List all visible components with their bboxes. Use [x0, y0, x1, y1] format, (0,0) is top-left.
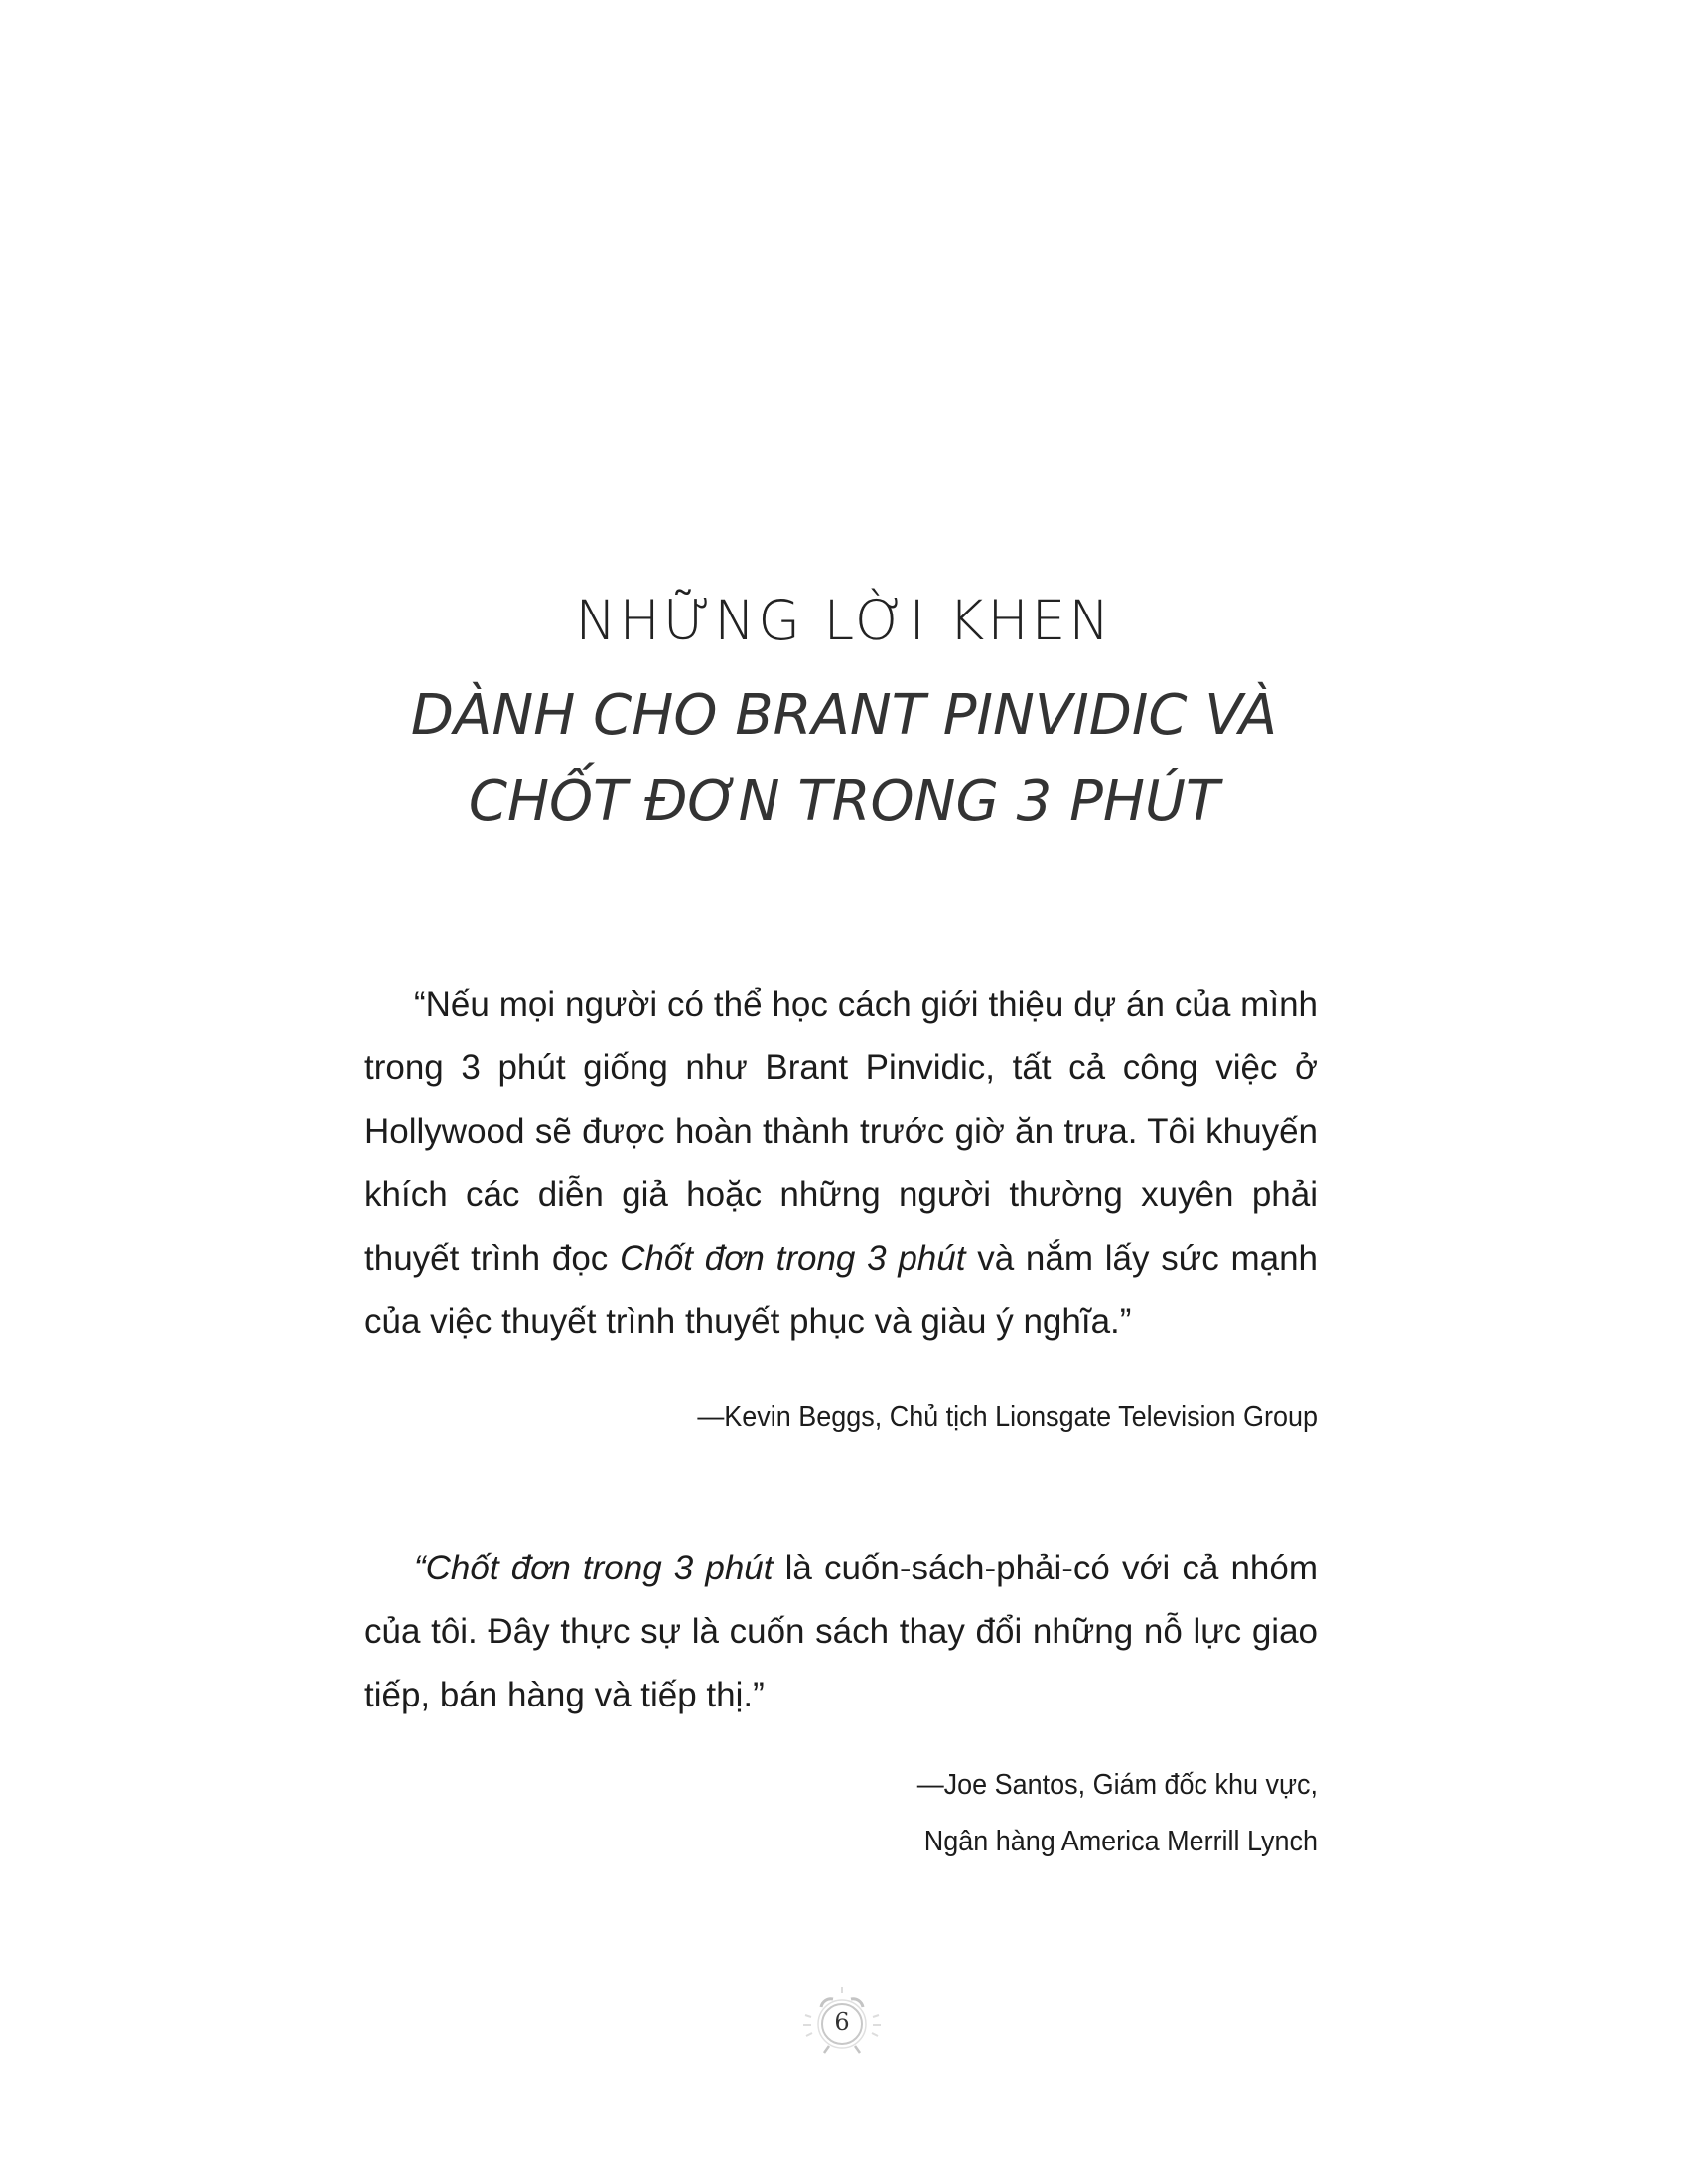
attribution-2-line-1: —Joe Santos, Giám đốc khu vực,	[916, 1769, 1318, 1801]
page-number-badge	[797, 1978, 887, 2067]
testimonial-attribution-1	[431, 1389, 1318, 1445]
attribution-2-line-2: Ngân hàng America Merrill Lynch	[923, 1826, 1318, 1857]
quote-1-book-title: Chốt đơn trong 3 phút	[620, 1239, 966, 1278]
page-subtitle	[0, 672, 1688, 845]
quote-1-text-b: và nắm lấy sức mạnh của việc thuyết trình thuyết phục và giàu ý nghĩa.”	[364, 1239, 1318, 1341]
attribution-1-line-1: —Kevin Beggs, Chủ tịch Lionsgate Television Group	[697, 1401, 1318, 1433]
quote-2-text: là cuốn-sách-phải-có với cả nhóm của tôi. Đây thực sự là cuốn sách thay đổi những nỗ lực giao tiếp, bán hàng và tiếp thị.”	[364, 1549, 1318, 1714]
quote-2-book-title: “Chốt đơn trong 3 phút	[414, 1549, 774, 1587]
testimonial-quote-1	[364, 973, 1318, 1354]
quote-1-text-a: “Nếu mọi người có thể học cách giới thiệu dự án của mình trong 3 phút giống như Brant Pinvidic, tất cả công việc ở Hollywood sẽ được hoàn thành trước giờ ăn trưa. Tôi khuyến khích các diễn giả hoặc những người thường xuyên phải thuyết trình đọc	[364, 985, 1318, 1278]
testimonial-quote-2	[364, 1537, 1318, 1727]
title-block	[0, 589, 1688, 845]
subtitle-line-1: DÀNH CHO BRANT PINVIDIC VÀ	[410, 683, 1278, 748]
page-title: NHỮNG LỜI KHEN	[575, 589, 1113, 652]
testimonial-attribution-2	[431, 1757, 1318, 1870]
page-number: 6	[834, 2008, 850, 2036]
subtitle-line-2: CHỐT ĐƠN TRONG 3 PHÚT	[468, 769, 1220, 834]
